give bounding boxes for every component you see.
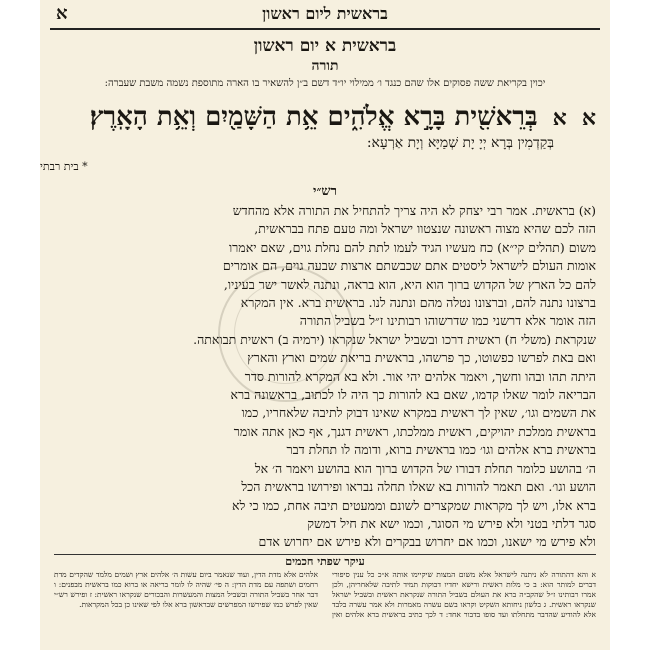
rashi-line: ה׳ בהושע כלומר תחלת דבורו של הקדוש ברוך הוא בהושע ויאמר ה׳ אל [254, 460, 596, 476]
section-title: בראשית א יום ראשון [253, 36, 397, 56]
rashi-line: הושע וגו׳. ואם תאמר להורות בא שאלו תחלה נבראו ופירושו בראשית הכל [241, 479, 596, 495]
rashi-line: הזה אומר אלא דרשני כמו שדרשוהו רבותינו ז״ל בשביל התורה [299, 313, 596, 329]
verse-row [54, 102, 596, 132]
footnotes: א והא דהתורה לא ניתנה לישראל אלא משום המצות שיקיימו אותה א״כ כל ענין סיפורי דברים למותר הוא: ב כי מלות ראשית ורישא יחדיו דבוקות תמיד לתיבה שלאחריהן, ולכן אמרו רבותינו ז״ל שהקב״ה ברא את העולם בשביל התורה שנקראת ראשית ובשביל ישראל שנקראו ראשית. ג בלשון ניחותא השקיט וקראו בשם עשרה מאמרות ולא אמר עשרה בלבד אלא להודיע שהדבר מתחלתו ועד סופו בדבור אחד: ד לכך כתיב בראשית ברא אלהים ואין אלהים אלא מדת הדין, ועוד שנאמר ביום עשות ה׳ אלהים ארץ ושמים מלמד שהקדים מדת רחמים ושתפה עם מדת הדין: ה פי׳ שהיה לו לומר בריאה או ברוא כמו בראשית מבפנים: ו דבר אחר בשביל התורה ובשביל המצות והמעשרות והבכורים שנקראו ראשית: ז ופירש רש״י שאין לפרש כמו שפירשו המפרשים שבראשון ברא אלו לפי שאינו כן בכל המקראות. [54, 570, 596, 619]
rashi-line: ואם באת לפרשו כפשוטו, כך פרשהו, בראשית בריאת שמים וארץ והארץ [247, 350, 596, 366]
rashi-line: את השמים וגו׳, שאין לך ראשית במקרא שאינו דבוק לתיבה שלאחריו, כמו [241, 405, 596, 421]
rashi-line: להם כל הארץ של הקדוש ברוך הוא היא, הוא בראה, ונתנה לאשר ישר בעיניו, [223, 276, 596, 292]
reference-note: * בית רבתי [40, 160, 88, 173]
reading-instruction: יכוין בקריאת ששה פסוקים אלו שהם כנגד ו׳ ממילוי יו״ד דשם ב״ן להשאיר בו הארה מתוספת נשמה משבת שעברה: [104, 78, 546, 89]
book-page [40, 0, 610, 650]
torah-label: תורה [311, 58, 339, 74]
verse-text: בְּרֵאשִׁ֖ית בָּרָ֣א אֱלֹהִ֑ים אֵ֥ת הַשָּׁמַ֖יִם וְאֵ֥ת הָאָֽרֶץ׃ [89, 102, 538, 132]
rashi-line: היתה תהו ובהו וחשך, ויאמר אלהים יהי אור. ולא בא המקרא להורות סדר [244, 368, 596, 384]
rashi-line: הזה לכם שהיא מצוה ראשונה שנצטוו ישראל ומה טעם פתח בבראשית, [254, 221, 596, 237]
rashi-line: בראשית ברא אלהים וגו׳ כמו בראשית ברוא, ודומה לו תחלת דבר [286, 442, 596, 458]
rashi-line: ברא אלו, ויש לך מקראות שמקצרים לשונם וממעטים תיבה אחת, כמו כי לא [231, 497, 596, 513]
footnote-heading: עיקר שפתי חכמים [285, 555, 365, 568]
chapter-number: א [581, 105, 596, 131]
rashi-line: ולא פירש מי ישאנו, וכמו אם יחרוש בבקרים ולא פירש אם יחרוש אדם [258, 534, 596, 550]
rashi-line: אומות העולם לישראל ליסטים אתם שכבשתם ארצות שבעה גוים, הם אומרים [222, 258, 596, 274]
rashi-line: בראשית ממלכת יהויקים, ראשית ממלכתו, ראשית דגנך, אף כאן אתה אומר [233, 423, 596, 439]
rashi-commentary [54, 202, 596, 551]
rashi-line: (א) בראשית. אמר רבי יצחק לא היה צריך להתחיל את התורה אלא מהחדש [232, 203, 596, 218]
page-number: א [56, 3, 68, 24]
verse-number: א [552, 105, 567, 131]
running-head: בראשית ליום ראשון [262, 4, 388, 23]
rashi-heading: רש״י [313, 184, 337, 199]
rashi-line: הבריאה לומר שאלו קדמו, שאם בא להורות כך היה לו לכתוב, בראשונה ברא [230, 387, 596, 403]
rashi-line: משום (תהלים קי״א) כח מעשיו הגיד לעמו לתת להם נחלת גוים, שאם יאמרו [228, 239, 596, 255]
rashi-line: ברצונו נתנה להם, וברצונו נטלה מהם ונתנה לנו. בראשית ברא. אין המקרא [240, 295, 596, 311]
rashi-line: שנקראת (משלי ח) ראשית דרכו ובשביל ישראל שנקראו (ירמיה ב) ראשית תבואתה. [193, 331, 596, 347]
header-rule [50, 28, 600, 30]
targum-text: בְּקַדְמִין בְּרָא יְיָ יָת שְׁמַיָּא וְיָת אַרְעָא: [366, 135, 554, 151]
rashi-line: סגר דלתי בטני ולא פירש מי הסוגר, וכמו ישא את חיל דמשק [307, 515, 596, 531]
